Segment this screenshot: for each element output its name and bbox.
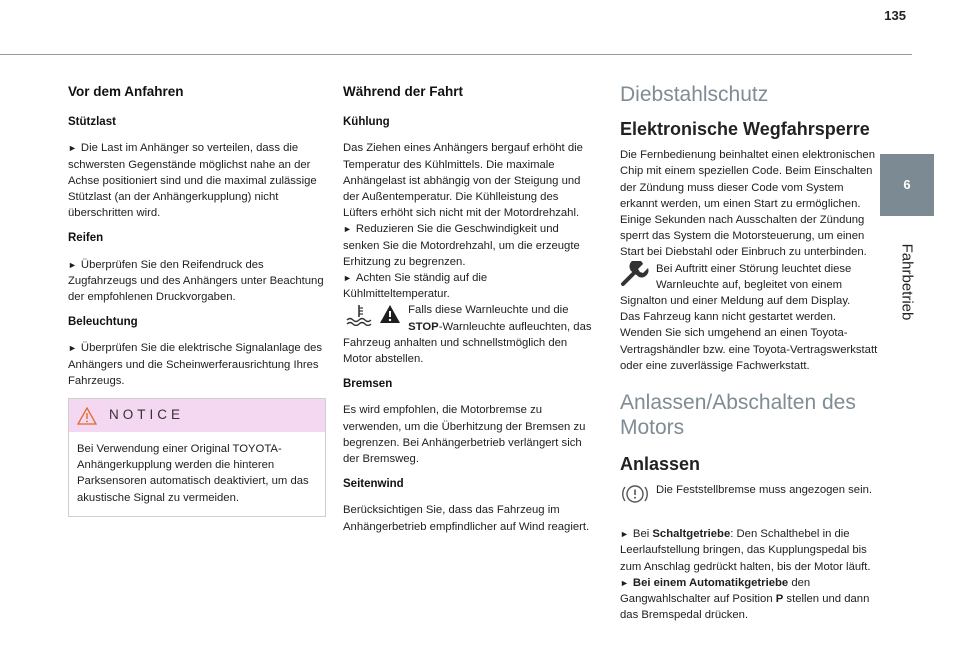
warning-paragraph	[620, 261, 878, 310]
header-divider	[0, 54, 912, 55]
subsection-title: Bremsen	[343, 378, 393, 391]
notice-header	[69, 399, 325, 432]
paragraph-text: Die Last im Anhänger so verteilen, dass die schwersten Gegenstände möglichst nahe an der Achse positioniert sind und die maximal zulässige Stützlast (an der Anhängerkupplung) nicht überschritten wird.	[68, 142, 317, 220]
wrench-icon-wrap	[620, 261, 650, 292]
paragraph	[620, 575, 878, 624]
stop-label: STOP	[408, 320, 439, 333]
page-number: 135	[884, 8, 906, 23]
coolant-temperature-icon	[343, 302, 375, 326]
paragraph-text: Berücksichtigen Sie, dass das Fahrzeug im Anhängerbetrieb empfindlicher auf Wind reagiert.	[343, 504, 590, 533]
paragraph	[68, 140, 328, 221]
subsection-title: Kühlung	[343, 116, 390, 129]
bullet-arrow-icon: ►	[620, 577, 629, 588]
section-title: Während der Fahrt	[343, 84, 464, 99]
chapter-section-title: Diebstahlschutz	[620, 83, 769, 106]
bullet-arrow-icon: ►	[68, 143, 77, 154]
paragraph	[343, 221, 595, 270]
paragraph-text: Das Ziehen eines Anhängers bergauf erhöht die Temperatur des Kühlmittels. Die maximale Anhängelast ist abhängig von der Steigung und der Außentemperatur. Die Kühlleistung des Lüfters erhöht sich nicht mit der Motordrehzahl.	[343, 142, 583, 220]
paragraph-text: Falls diese Warnleuchte und die	[408, 304, 569, 317]
paragraph	[620, 526, 878, 575]
parking-brake-icon	[620, 482, 650, 506]
paragraph-text: -Warnleuchte aufleuchten, das Fahrzeug anhalten und schnellstmöglich den Motor abstellen.	[343, 320, 592, 366]
paragraph-text: Das Fahrzeug kann nicht gestartet werden. Wenden Sie sich umgehend an einen Toyota-Vertragshändler bzw. eine Toyota-Vertragswerkstatt oder eine zuverlässige Fachwerkstatt.	[620, 311, 878, 372]
bullet-arrow-icon: ►	[343, 273, 352, 284]
subsection-title: Reifen	[68, 232, 104, 245]
paragraph-text: Reduzieren Sie die Geschwindigkeit und senken Sie die Motordrehzahl, um die erzeugte Erhitzung zu begrenzen.	[343, 223, 580, 268]
paragraph-text: Bei	[632, 528, 650, 541]
paragraph-text: Es wird empfohlen, die Motorbremse zu verwenden, um die Überhitzung der Bremsen zu begrenzen. Bei Anhängerbetrieb verlängert sich der Bremsweg.	[343, 404, 586, 466]
column-while-driving	[343, 80, 595, 544]
bullet-arrow-icon: ►	[68, 259, 77, 270]
paragraph-text: Überprüfen Sie den Reifendruck des Zugfahrzeugs und des Anhängers unter Beachtung der empfohlenen Druckvorgaben.	[68, 258, 324, 304]
paragraph	[343, 270, 595, 302]
section-title: Anlassen	[620, 454, 701, 475]
chapter-section-title: Anlassen/Abschalten des Motors	[620, 391, 856, 440]
paragraph	[68, 340, 328, 389]
chapter-tab[interactable]: 6	[880, 154, 934, 216]
bullet-arrow-icon: ►	[343, 224, 352, 235]
paragraph-text: Die Fernbedienung beinhaltet einen elektronischen Chip mit einem speziellen Code. Beim Einschalten der Zündung muss dieser Code vom System erkannt werden, um einen Start zu ermöglichen.	[620, 149, 875, 210]
bullet-arrow-icon: ►	[68, 343, 77, 354]
parking-brake-icon-wrap	[620, 482, 650, 511]
wrench-icon	[620, 261, 650, 287]
subsection-title: Seitenwind	[343, 478, 404, 491]
section-title: Vor dem Anfahren	[68, 84, 184, 99]
paragraph-text: Einige Sekunden nach Ausschalten der Zündung sperrt das System die Motorsteuerung, um einen Start bei Diebstahl oder Einbruch zu unterbinden.	[620, 214, 867, 259]
paragraph-text: Überprüfen Sie die elektrische Signalanlage des Anhängers und die Scheinwerferausrichtung Ihres Fahrzeugs.	[68, 342, 323, 387]
note-paragraph	[620, 482, 878, 518]
paragraph-text: Die Feststellbremse muss angezogen sein.	[656, 484, 872, 497]
warning-icons	[343, 302, 402, 331]
bold-term: Schaltgetriebe	[652, 528, 731, 541]
column-anti-theft	[620, 80, 878, 632]
bullet-arrow-icon: ►	[620, 529, 629, 540]
paragraph-text: Achten Sie ständig auf die Kühlmitteltemperatur.	[343, 272, 488, 301]
paragraph-text: stellen und dann das Bremspedal drücken.	[620, 593, 870, 622]
warning-triangle-icon	[378, 302, 402, 326]
paragraph	[68, 257, 328, 306]
section-title: Elektronische Wegfahrsperre	[620, 119, 870, 139]
warning-paragraph	[343, 302, 595, 367]
paragraph-text: : Den Schalthebel in die Leerlaufstellung bringen, das Kupplungspedal bis zum Anschlag gedrückt halten, bis der Motor läuft.	[620, 528, 871, 573]
chapter-label-text: Fahrbetrieb	[898, 243, 916, 321]
paragraph-text: den Gangwahlschalter auf Position	[620, 576, 811, 606]
notice-text: Bei Verwendung einer Original TOYOTA-Anhängerkupplung werden die hinteren Parksensoren automatisch deaktiviert, um das akustische Signal zu vermeiden.	[77, 443, 309, 504]
column-before-driving	[68, 80, 328, 517]
notice-box	[68, 398, 326, 517]
warning-triangle-icon	[77, 407, 97, 425]
paragraph-text: Bei Auftritt einer Störung leuchtet diese Warnleuchte auf, begleitet von einem Signalton und einer Meldung auf dem Display.	[620, 262, 852, 308]
bold-term: P	[775, 593, 784, 606]
subsection-title: Stützlast	[68, 116, 116, 129]
notice-title: NOTICE	[109, 407, 185, 423]
subsection-title: Beleuchtung	[68, 316, 138, 329]
chapter-label	[880, 222, 934, 342]
bold-term: Bei einem Automatikgetriebe	[632, 576, 789, 589]
